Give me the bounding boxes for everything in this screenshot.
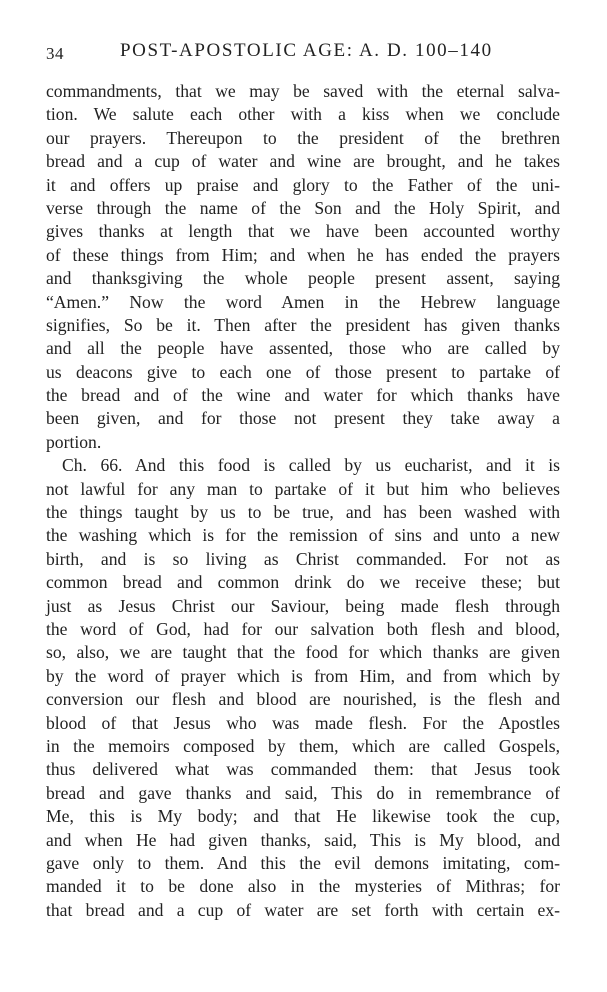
text-line: commandments, that we may be saved with the eternal salva- [46, 81, 560, 101]
text-line: common bread and common drink do we receive these; but [46, 572, 560, 593]
text-line: and when He had given thanks, said, This is My blood, and [46, 829, 560, 850]
text-line: us deacons give to each one of those present to partake of [46, 361, 560, 382]
text-line: Me, this is My body; and that He likewise took the cup, [46, 806, 560, 827]
text-line: manded it to be done also in the mysteries of Mithras; for [46, 876, 560, 897]
text-line: “Amen.” Now the word Amen in the Hebrew language [46, 291, 560, 312]
text-line: signifies, So be it. Then after the president has given thanks [46, 314, 560, 335]
text-line: by the word of prayer which is from Him, and from which by [46, 665, 560, 686]
text-line: been given, and for those not present they take away a [46, 408, 560, 429]
text-line: blood of that Jesus who was made flesh. For the Apostles [46, 712, 560, 733]
text-line: that bread and a cup of water are set forth with certain ex- [46, 899, 560, 920]
text-line: and thanksgiving the whole people present assent, saying [46, 268, 560, 289]
text-line: our prayers. Thereupon to the president of the brethren [46, 127, 560, 148]
text-line: so, also, we are taught that the food for which thanks are given [46, 642, 560, 663]
text-line: the things taught by us to be true, and has been washed with [46, 502, 560, 523]
body-text [46, 80, 560, 922]
text-line: of these things from Him; and when he has ended the prayers [46, 244, 560, 265]
text-line: conversion our flesh and blood are nourished, is the flesh and [46, 689, 560, 710]
text-line: verse through the name of the Son and the Holy Spirit, and [46, 197, 560, 218]
text-line: bread and gave thanks and said, This do in remembrance of [46, 782, 560, 803]
text-line: gave only to them. And this the evil demons imitating, com- [46, 852, 560, 873]
text-line: tion. We salute each other with a kiss when we conclude [46, 104, 560, 125]
text-line: the washing which is for the remission of sins and unto a new [46, 525, 560, 546]
text-line: portion. [46, 431, 102, 452]
running-header [46, 40, 566, 66]
text-line: birth, and is so living as Christ commanded. For not as [46, 548, 560, 569]
text-line: in the memoirs composed by them, which are called Gospels, [46, 735, 560, 756]
text-line: just as Jesus Christ our Saviour, being made flesh through [46, 595, 560, 616]
text-line: bread and a cup of water and wine are brought, and he takes [46, 151, 560, 172]
text-line: and all the people have assented, those who are called by [46, 338, 560, 359]
chapter-66-start-line: Ch. 66. And this food is called by us eucharist, and it is [62, 455, 560, 476]
running-title: POST-APOSTOLIC AGE: A. D. 100–140 [120, 40, 493, 61]
text-line: thus delivered what was commanded them: that Jesus took [46, 759, 560, 780]
text-line: the bread and of the wine and water for which thanks have [46, 385, 560, 406]
page-number: 34 [46, 44, 64, 63]
text-line: the word of God, had for our salvation both flesh and blood, [46, 618, 560, 639]
text-line: it and offers up praise and glory to the Father of the uni- [46, 174, 560, 195]
text-line: not lawful for any man to partake of it but him who believes [46, 478, 560, 499]
text-line: gives thanks at length that we have been accounted worthy [46, 221, 560, 242]
